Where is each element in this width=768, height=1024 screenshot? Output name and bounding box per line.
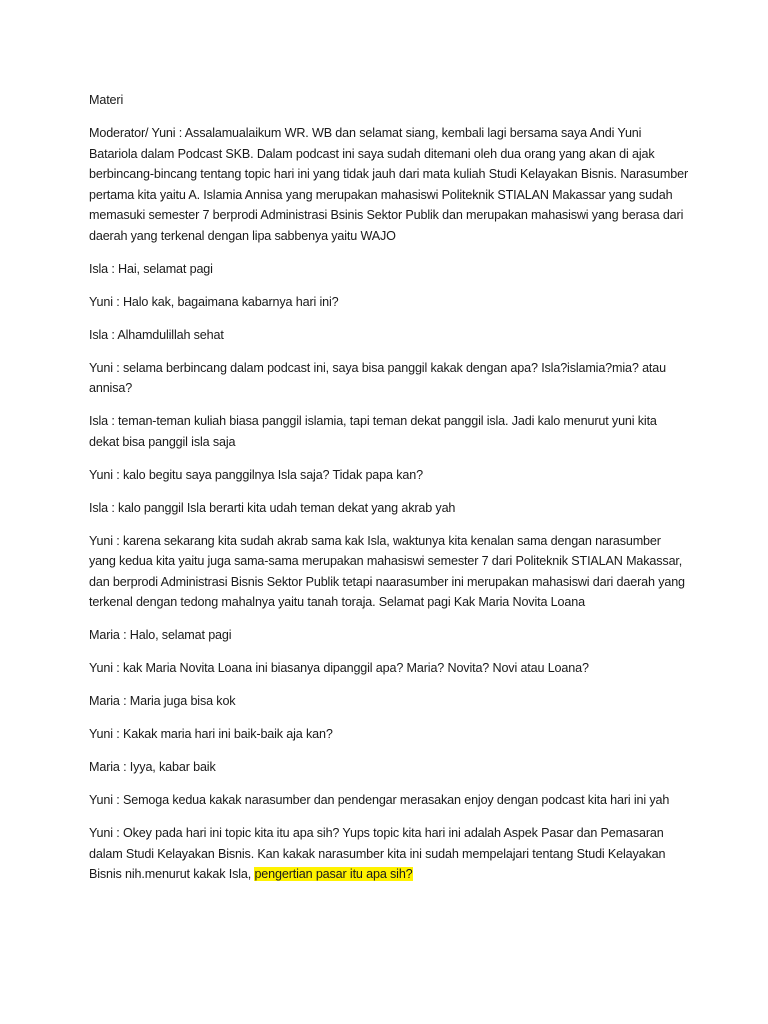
- speaker-name: Maria: [89, 694, 120, 708]
- speaker-name: Isla: [89, 414, 108, 428]
- document-body: [89, 90, 689, 897]
- speaker-separator: :: [112, 294, 123, 309]
- utterance-text: Maria juga bisa kok: [129, 694, 236, 708]
- paragraph-dialogue: [89, 823, 689, 885]
- utterance-text: Kakak maria hari ini baik-baik aja kan?: [122, 727, 333, 741]
- speaker-name: Yuni: [89, 467, 113, 482]
- speaker-separator: :: [108, 327, 118, 342]
- utterance-text: Halo, selamat pagi: [129, 628, 232, 642]
- utterance-text: kalo panggil Isla berarti kita udah teman dekat yang akrab yah: [118, 500, 456, 515]
- speaker-name: Isla: [89, 261, 108, 276]
- speaker-name: Yuni: [89, 294, 113, 309]
- document-title: Materi: [89, 93, 124, 107]
- utterance-text: kalo begitu saya panggilnya Isla saja? Tidak papa kan?: [122, 467, 423, 482]
- utterance-text: selama berbincang dalam podcast ini, saya bisa panggil kakak dengan apa? Isla?islamia?mia? atau annisa?: [89, 360, 666, 395]
- highlighted-question: pengertian pasar itu apa sih?: [254, 867, 413, 881]
- speaker-separator: :: [108, 500, 119, 515]
- utterance-text: Assalamualaikum WR. WB dan selamat siang, kembali lagi bersama saya Andi Yuni Batariola dalam Podcast SKB. Dalam podcast ini saya sudah ditemani oleh dua orang yang akan di ajak berbincang-bincang tentang topic hari ini yang tidak jauh dari mata kuliah Studi Kelayakan Bisnis. Narasumber pertama kita yaitu A. Islamia Annisa yang merupakan mahasiswi Politeknik STIALAN Makassar yang sudah memasuki semester 7 berprodi Administrasi Bsinis Sektor Publik dan merupakan mahasiswi yang berasa dari daerah yang terkenal dengan lipa sabbenya yaitu WAJO: [89, 126, 689, 243]
- utterance-text: kak Maria Novita Loana ini biasanya dipanggil apa? Maria? Novita? Novi atau Loana?: [122, 661, 589, 675]
- paragraph-dialogue: [89, 325, 689, 346]
- speaker-name: Isla: [89, 327, 108, 342]
- paragraph-dialogue: [89, 531, 689, 613]
- paragraph-dialogue: [89, 625, 689, 646]
- speaker-name: Yuni: [89, 793, 113, 807]
- speaker-name: Yuni: [89, 661, 113, 675]
- paragraph-dialogue: [89, 790, 689, 811]
- utterance-text: Iyya, kabar baik: [129, 760, 216, 774]
- paragraph-moderator-intro: [89, 123, 689, 246]
- paragraph-dialogue: [89, 411, 689, 452]
- utterance-text: teman-teman kuliah biasa panggil islamia, tapi teman dekat panggil isla. Jadi kalo menurut yuni kita dekat bisa panggil isla saja: [89, 414, 657, 449]
- speaker-name: Yuni: [89, 727, 113, 741]
- speaker-separator: :: [112, 467, 123, 482]
- utterance-text: Halo kak, bagaimana kabarnya hari ini?: [122, 294, 339, 309]
- speaker-separator: :: [119, 628, 130, 642]
- utterance-text: Hai, selamat pagi: [118, 261, 213, 276]
- speaker-separator: :: [108, 414, 119, 428]
- utterance-text: Semoga kedua kakak narasumber dan pendengar merasakan enjoy dengan podcast kita hari ini yah: [122, 793, 670, 807]
- paragraph-dialogue: [89, 259, 689, 280]
- speaker-separator: :: [112, 661, 123, 675]
- paragraph-dialogue: [89, 292, 689, 313]
- paragraph-dialogue: [89, 465, 689, 486]
- speaker-name: Isla: [89, 500, 108, 515]
- paragraph-dialogue: [89, 358, 689, 399]
- speaker-name: Moderator/ Yuni: [89, 126, 176, 140]
- speaker-name: Maria: [89, 628, 120, 642]
- speaker-separator: :: [175, 126, 185, 140]
- speaker-name: Yuni: [89, 360, 113, 375]
- paragraph-dialogue: [89, 498, 689, 519]
- paragraph-dialogue: [89, 658, 689, 679]
- speaker-name: Yuni: [89, 533, 113, 548]
- paragraph-dialogue: [89, 691, 689, 712]
- utterance-text: karena sekarang kita sudah akrab sama kak Isla, waktunya kita kenalan sama dengan narasumber yang kedua kita yaitu juga sama-sama merupakan mahasiswi semester 7 dari Politeknik STIALAN Makassar, dan berprodi Administrasi Bisnis Sektor Publik tetapi naarasumber ini merupakan mahasiswi dari daerah yang terkenal dengan tedong mahalnya yaitu tanah toraja. Selamat pagi Kak Maria Novita Loana: [89, 533, 685, 609]
- utterance-text: Alhamdulillah sehat: [117, 327, 224, 342]
- speaker-separator: :: [112, 360, 123, 375]
- paragraph-dialogue: [89, 757, 689, 778]
- speaker-separator: :: [112, 793, 123, 807]
- paragraph-dialogue: [89, 724, 689, 745]
- utterance-text: Okey pada hari ini topic kita itu apa sih? Yups topic kita hari ini adalah Aspek Pasar dan Pemasaran dalam Studi Kelayakan Bisnis. Kan kakak narasumber kita ini sudah mempelajari tentang Studi Kelayakan Bisnis nih.menurut kakak Isla,: [89, 826, 666, 881]
- speaker-separator: :: [119, 760, 130, 774]
- speaker-separator: :: [112, 727, 123, 741]
- speaker-name: Maria: [89, 760, 120, 774]
- speaker-separator: :: [119, 694, 130, 708]
- speaker-separator: :: [112, 533, 123, 548]
- speaker-separator: :: [112, 826, 123, 840]
- speaker-name: Yuni: [89, 826, 113, 840]
- speaker-separator: :: [108, 261, 119, 276]
